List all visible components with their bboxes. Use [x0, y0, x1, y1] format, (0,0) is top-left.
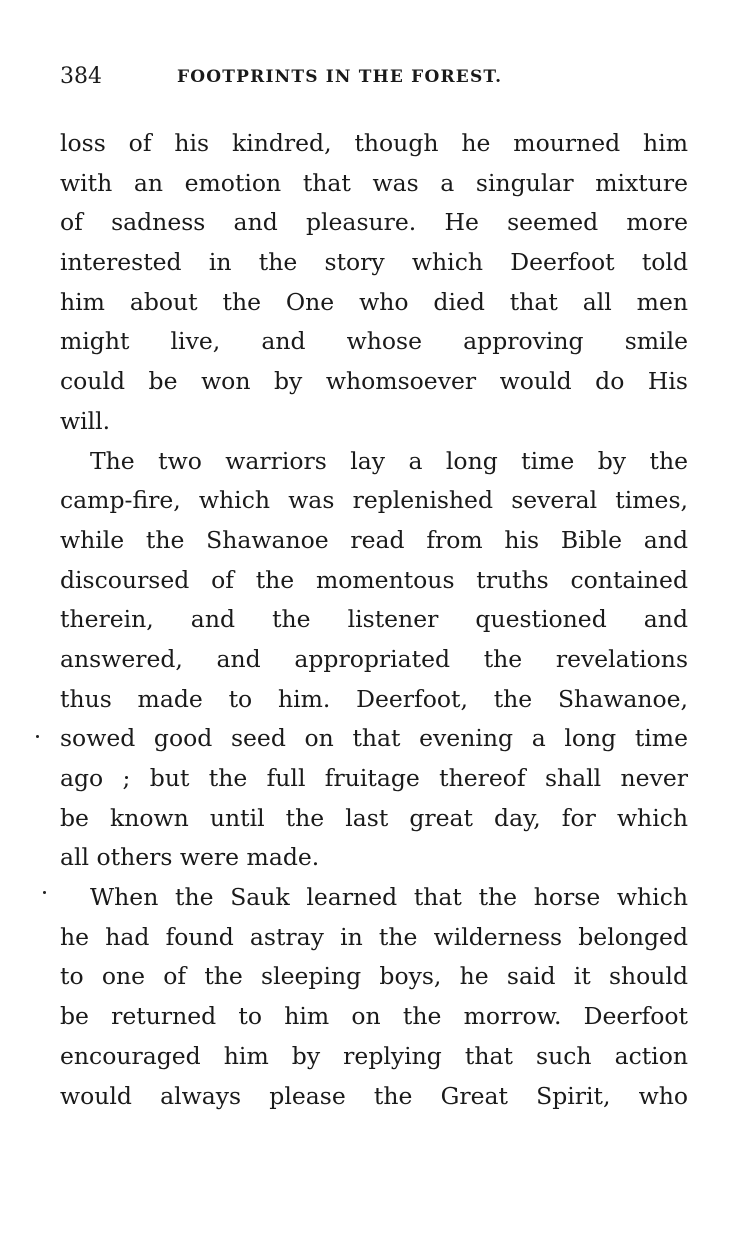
page-number: 384 [60, 64, 102, 89]
text-line: to one of the sleeping boys, he said it should [60, 962, 688, 991]
text-line: camp-fire, which was replenished several times, [60, 486, 688, 515]
text-line: discoursed of the momentous truths contained [60, 565, 688, 594]
text-line: will. [60, 406, 111, 435]
text-line: thus made to him. Deerfoot, the Shawanoe, [60, 684, 688, 713]
text-line: be known until the last great day, for which [60, 803, 688, 832]
text-line: When the Sauk learned that the horse which [90, 883, 688, 912]
text-line: might live, and whose approving smile [60, 327, 688, 356]
paragraph-3 [60, 878, 688, 1116]
text-line: be returned to him on the morrow. Deerfoot [60, 1002, 688, 1031]
text-line: loss of his kindred, though he mourned him [60, 129, 688, 157]
text-line: answered, and appropriated the revelations [60, 644, 688, 673]
text-line: him about the One who died that all men [60, 287, 688, 316]
text-line: therein, and the listener questioned and [60, 605, 688, 634]
text-line: with an emotion that was a singular mixture [60, 168, 688, 197]
print-speck [36, 735, 39, 738]
text-line: encouraged him by replying that such action [60, 1041, 688, 1070]
paragraph-1 [60, 124, 688, 442]
body-text [60, 124, 688, 1116]
text-line: could be won by whomsoever would do His [60, 367, 688, 396]
page-header [60, 62, 688, 92]
text-line: The two warriors lay a long time by the [90, 446, 688, 475]
text-line: while the Shawanoe read from his Bible and [60, 525, 688, 554]
text-line: all others were made. [60, 843, 320, 872]
text-line: of sadness and pleasure. He seemed more [60, 208, 688, 237]
text-line: he had found astray in the wilderness belonged [60, 922, 688, 951]
text-line: would always please the Great Spirit, who [60, 1081, 688, 1110]
text-line: interested in the story which Deerfoot told [60, 248, 688, 277]
running-head: FOOTPRINTS IN THE FOREST. [177, 67, 503, 87]
text-line: ago ; but the full fruitage thereof shall never [60, 764, 688, 792]
print-speck [43, 891, 46, 894]
paragraph-2 [60, 442, 688, 879]
text-line: sowed good seed on that evening a long time [60, 724, 688, 753]
